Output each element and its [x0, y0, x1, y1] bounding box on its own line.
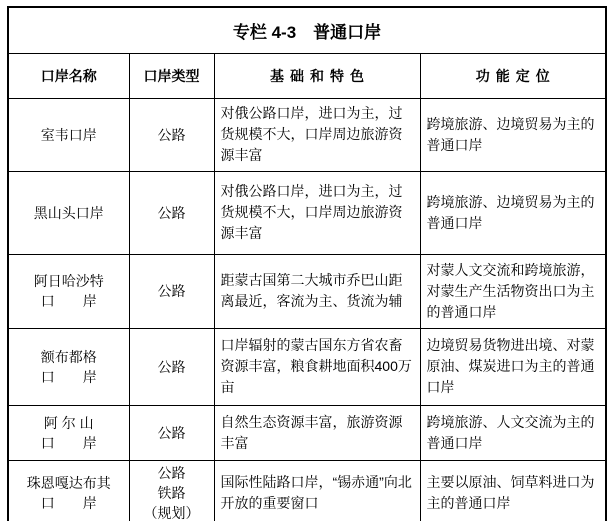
- port-type-line: 公路: [157, 126, 186, 143]
- port-name-cell: [8, 171, 129, 254]
- port-type-cell: [129, 98, 214, 171]
- port-type-line: 公路: [157, 358, 186, 375]
- features-cell: 距蒙古国第二大城市乔巴山距离最近，客流为主、货流为辅: [214, 254, 420, 328]
- features-cell: 对俄公路口岸，进口为主，过货规模不大，口岸周边旅游资源丰富: [214, 171, 420, 254]
- port-type-line: 铁路: [157, 484, 186, 501]
- table-row: [8, 98, 606, 171]
- port-name-line: 口 岸: [40, 368, 97, 385]
- port-type-cell: [129, 254, 214, 328]
- port-name-cell: [8, 254, 129, 328]
- port-name-cell: [8, 328, 129, 405]
- port-name-line: 口 岸: [40, 434, 97, 451]
- port-type-line: 公路: [157, 424, 186, 441]
- port-name-line: 额布都格: [40, 348, 97, 365]
- port-name-line: 阿 尔 山: [43, 414, 94, 431]
- port-type-line: （规划）: [143, 504, 200, 521]
- function-cell: 跨境旅游、边境贸易为主的普通口岸: [420, 98, 606, 171]
- port-type-line: 公路: [157, 283, 186, 299]
- port-name-cell: [8, 405, 129, 460]
- table-row: [8, 405, 606, 460]
- header-function: 功能定位: [420, 53, 606, 98]
- table-row: [8, 171, 606, 254]
- features-cell: 国际性陆路口岸，“锡赤通”向北开放的重要窗口: [214, 460, 420, 521]
- port-type-line: 公路: [157, 464, 186, 481]
- features-cell: 对俄公路口岸，进口为主，过货规模不大，口岸周边旅游资源丰富: [214, 98, 420, 171]
- table-title-row: [8, 7, 606, 53]
- function-cell: 边境贸易货物进出境、对蒙原油、煤炭进口为主的普通口岸: [420, 328, 606, 405]
- port-type-cell: [129, 460, 214, 521]
- ordinary-ports-table: [7, 6, 607, 521]
- header-features: 基础和特色: [214, 53, 420, 98]
- function-cell: 对蒙人文交流和跨境旅游，对蒙生产生活物资出口为主的普通口岸: [420, 254, 606, 328]
- port-type-cell: [129, 171, 214, 254]
- port-type-cell: [129, 405, 214, 460]
- features-cell: 口岸辐射的蒙古国东方省农畜资源丰富，粮食耕地面积400万亩: [214, 328, 420, 405]
- document-table-container: [7, 6, 607, 521]
- table-title: 专栏 4-3 普通口岸: [8, 7, 606, 53]
- table-row: [8, 460, 606, 521]
- port-name-line: 黑山头口岸: [33, 204, 104, 221]
- port-name-line: 口 岸: [40, 494, 97, 511]
- port-type-line: 公路: [157, 204, 186, 221]
- header-port-type: 口岸类型: [129, 53, 214, 98]
- table-header-row: [8, 53, 606, 98]
- features-cell: 自然生态资源丰富，旅游资源丰富: [214, 405, 420, 460]
- port-name-line: 室韦口岸: [40, 126, 97, 143]
- function-cell: 跨境旅游、人文交流为主的普通口岸: [420, 405, 606, 460]
- port-type-cell: [129, 328, 214, 405]
- port-name-cell: [8, 460, 129, 521]
- table-row: [8, 254, 606, 328]
- function-cell: 主要以原油、饲草料进口为主的普通口岸: [420, 460, 606, 521]
- table-row: [8, 328, 606, 405]
- port-name-line: 阿日哈沙特: [33, 273, 104, 289]
- port-name-line: 珠恩嘎达布其: [26, 474, 111, 491]
- port-name-cell: [8, 98, 129, 171]
- header-port-name: 口岸名称: [8, 53, 129, 98]
- port-name-line: 口 岸: [40, 293, 97, 309]
- function-cell: 跨境旅游、边境贸易为主的普通口岸: [420, 171, 606, 254]
